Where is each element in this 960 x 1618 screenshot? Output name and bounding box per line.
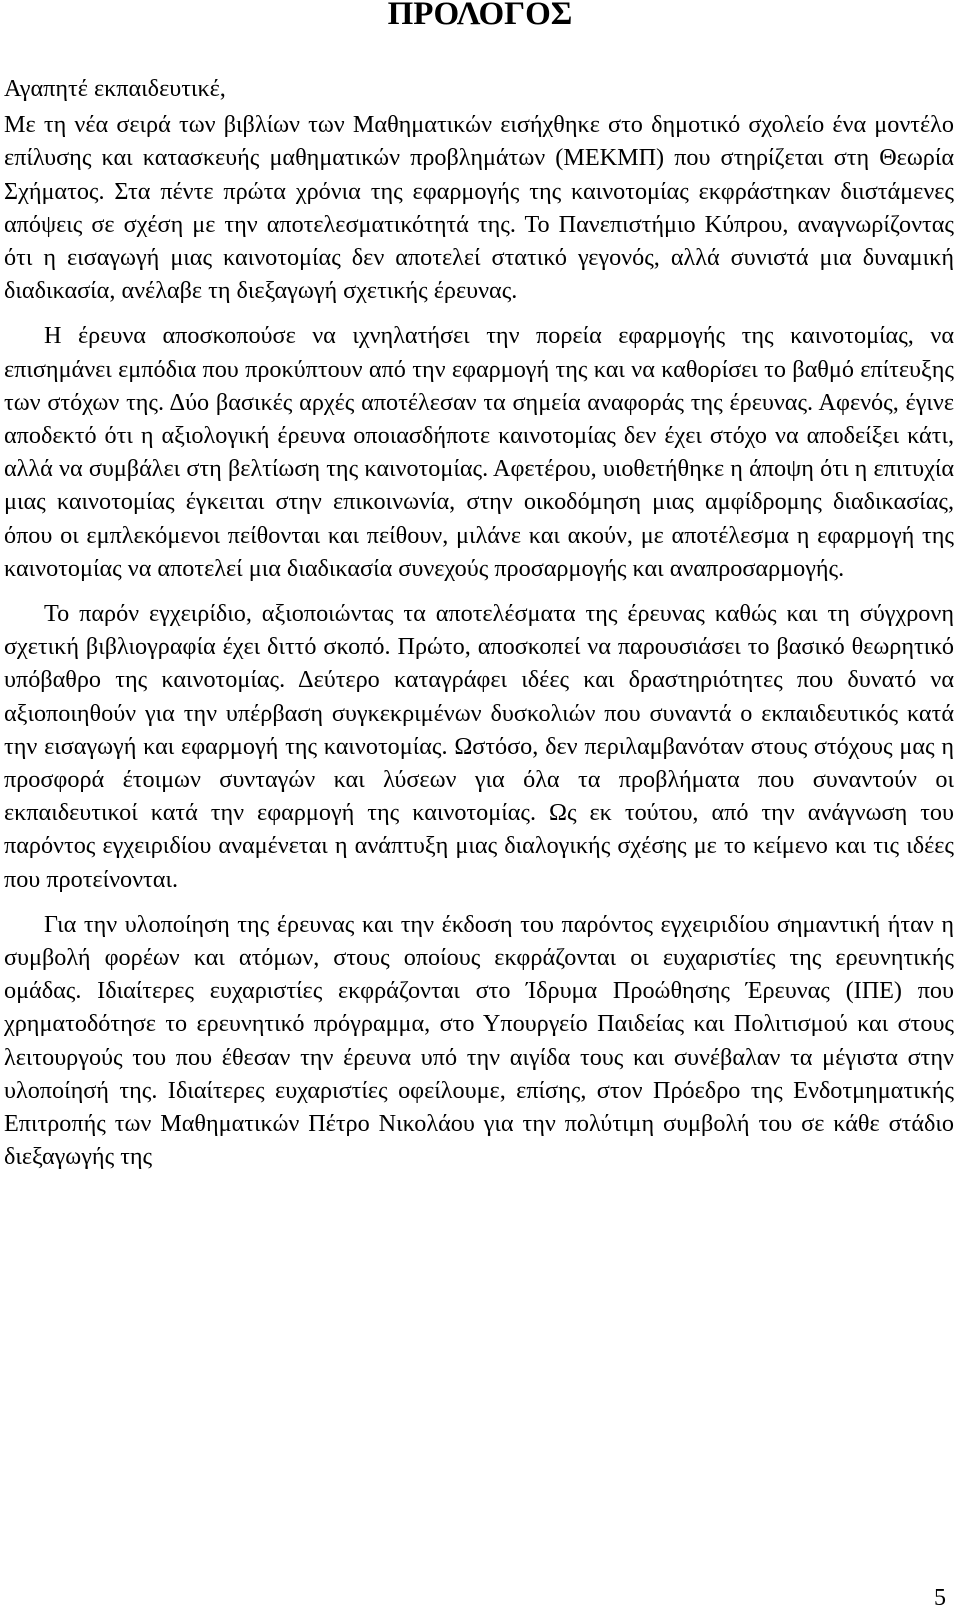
paragraph-2: Η έρευνα αποσκοπούσε να ιχνηλατήσει την πορεία εφαρμογής της καινοτομίας, να επισημάνει εμπόδια που προκύπτουν από την εφαρμογή της και να καθορίσει το βαθμό επίτευξης των στόχων της. Δύο βασικές αρχές αποτέλεσαν τα σημεία αναφοράς της έρευνας. Αφενός, έγινε αποδεκτό ότι η αξιολογική έρευνα οποιασδήποτε καινοτομίας δεν έχει στόχο να αποδείξει κάτι, αλλά να συμβάλει στη βελτίωση της καινοτομίας. Αφετέρου, υιοθετήθηκε η άποψη ότι η επιτυχία μιας καινοτομίας έγκειται στην επικοινωνία, στην οικοδόμηση μιας αμφίδρομης διαδικασίας, όπου οι εμπλεκόμενοι πείθονται και πείθουν, μιλάνε και ακούν, με αποτέλεσμα η εφαρμογή της καινοτομίας να αποτελεί μια διαδικασία συνεχούς προσαρμογής και αναπροσαρμογής. — [4, 322, 954, 582]
paragraph-4: Για την υλοποίηση της έρευνας και την έκδοση του παρόντος εγχειριδίου σημαντική ήταν η συμβολή φορέων και ατόμων, στους οποίους εκφράζονται οι ευχαριστίες της ερευνητικής ομάδας. Ιδιαίτερες ευχαριστίες εκφράζονται στο Ίδρυμα Προώθησης Έρευνας (ΙΠΕ) που χρηματοδότησε το ερευνητικό πρόγραμμα, στο Υπουργείο Παιδείας και Πολιτισμού και στους λειτουργούς του που έθεσαν την έρευνα υπό την αιγίδα τους και συνέβαλαν τα μέγιστα στην υλοποίησή της. Ιδιαίτερες ευχαριστίες οφείλουμε, επίσης, στον Πρόεδρο της Ενδοτμηματικής Επιτροπής των Μαθηματικών Πέτρο Νικολάου για την πολύτιμη συμβολή του σε κάθε στάδιο διεξαγωγής της — [4, 910, 954, 1171]
body-text — [4, 72, 954, 1186]
salutation: Αγαπητέ εκπαιδευτικέ, — [4, 75, 226, 102]
paragraph-1: Με τη νέα σειρά των βιβλίων των Μαθηματικών εισήχθηκε στο δημοτικό σχολείο ένα μοντέλο επίλυσης και κατασκευής μαθηματικών προβλημάτων (ΜΕΚΜΠ) που στηρίζεται στη Θεωρία Σχήματος. Στα πέντε πρώτα χρόνια της εφαρμογής της καινοτομίας εκφράστηκαν διιστάμενες απόψεις σε σχέση με την αποτελεσματικότητά της. Το Πανεπιστήμιο Κύπρου, αναγνωρίζοντας ότι η εισαγωγή μιας καινοτομίας δεν αποτελεί στατικό γεγονός, αλλά συνιστά μια δυναμική διαδικασία, ανέλαβε τη διεξαγωγή σχετικής έρευνας. — [4, 111, 954, 305]
page-number: 5 — [934, 1585, 946, 1611]
paragraph-3: Το παρόν εγχειρίδιο, αξιοποιώντας τα αποτελέσματα της έρευνας καθώς και τη σύγχρονη σχετική βιβλιογραφία έχει διττό σκοπό. Πρώτο, αποσκοπεί να παρουσιάσει το βασικό θεωρητικό υπόβαθρο της καινοτομίας. Δεύτερο καταγράφει ιδέες και δραστηριότητες που δυνατό να αξιοποιηθούν για την υπέρβαση συγκεκριμένων δυσκολιών που συναντά ο εκπαιδευτικός κατά την εισαγωγή και εφαρμογή της καινοτομίας. Ωστόσο, δεν περιλαμβανόταν στους στόχους μας η προσφορά έτοιμων συνταγών και λύσεων για όλα τα προβλήματα που συναντούν οι εκπαιδευτικοί κατά την εφαρμογή της καινοτομίας. Ως εκ τούτου, από την ανάγνωση του παρόντος εγχειριδίου αναμένεται η ανάπτυξη μιας διαλογικής σχέσης με το κείμενο και τις ιδέες που προτείνονται. — [4, 600, 954, 893]
page-title: ΠΡΟΛΟΓΟΣ — [387, 0, 573, 32]
